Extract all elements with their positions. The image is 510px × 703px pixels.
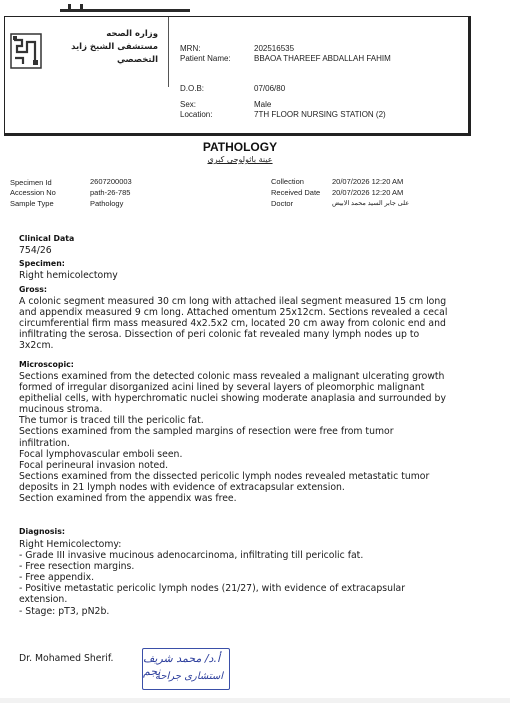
gross-line: infiltrating the serosa. Dissection of peri colonic fat revealed many lymph nodes up to <box>19 329 420 341</box>
diagnosis-heading: Diagnosis: <box>19 527 65 536</box>
gross-line: A colonic segment measured 30 cm long with attached ileal segment measured 15 cm long <box>19 296 447 307</box>
clinical-data-heading: Clinical Data <box>19 234 75 243</box>
accession-value: path-26-785 <box>90 188 131 197</box>
microscopic-line: The tumor is traced till the pericolic fat. <box>19 415 204 427</box>
specimen-value: Right hemicolectomy <box>19 270 118 281</box>
microscopic-line: Focal perineural invasion noted. <box>19 459 169 471</box>
sex-label: Sex: <box>180 100 197 109</box>
patient-name-value: BBAOA THAREEF ABDALLAH FAHIM <box>254 54 391 63</box>
diagnosis-line: Right Hemicolectomy: <box>19 539 122 550</box>
hospital-logo-icon <box>9 30 43 70</box>
microscopic-heading: Microscopic: <box>19 360 74 369</box>
specimen-heading: Specimen: <box>19 259 65 268</box>
sex-value: Male <box>254 100 272 109</box>
doctor-stamp <box>142 648 230 690</box>
report-title: PATHOLOGY <box>202 140 278 154</box>
specimen-id-label: Specimen Id <box>10 178 52 187</box>
doctor-label: Doctor <box>271 199 294 208</box>
diagnosis-line: - Grade III invasive mucinous adenocarcinoma, infiltrating till pericolic fat. <box>19 550 364 562</box>
doctor-value: على جابر السيد محمد الابيض <box>332 200 410 207</box>
diagnosis-line: - Positive metastatic pericolic lymph nodes (21/27), with evidence of extracapsular <box>19 583 406 595</box>
stamp-title: استشارى جراحة <box>155 671 223 682</box>
dob-label: D.O.B: <box>180 84 205 93</box>
sample-type-value: Pathology <box>90 199 124 208</box>
gross-line: and appendix measured 9 cm long. Attached omentum 25x12cm. Sections revealed a cecal <box>19 307 448 319</box>
location-label: Location: <box>180 110 213 119</box>
stamp-name: أ.د/ محمد شريف نجم <box>143 652 221 678</box>
diagnosis-line: extension. <box>19 594 68 606</box>
location-value: 7TH FLOOR NURSING STATION (2) <box>254 110 386 119</box>
microscopic-line: epithelial cells, with hyperchromatic nuclei showing moderate anaplasia and surrounded by <box>19 393 446 405</box>
microscopic-line: deposits in 21 lymph nodes with evidence of extracapsular extension. <box>19 481 345 493</box>
diagnosis-line: - Stage: pT3, pN2b. <box>19 605 110 617</box>
microscopic-line: infiltration. <box>19 437 70 449</box>
header-divider <box>168 17 169 87</box>
diagnosis-text <box>19 539 469 617</box>
microscopic-line: mucinous stroma. <box>19 404 103 416</box>
collection-label: Collection <box>271 177 304 186</box>
top-edge-mark <box>60 0 190 12</box>
collection-value: 20/07/2026 12:20 AM <box>332 177 404 186</box>
hospital-ar: مستشفى الشيخ زايد التخصصي <box>71 42 158 65</box>
dob-value: 07/06/80 <box>254 84 286 93</box>
page-bottom-edge <box>0 698 510 703</box>
diagnosis-line: - Free appendix. <box>19 572 95 584</box>
received-date-label: Received Date <box>271 188 321 197</box>
gross-text <box>19 296 469 351</box>
ministry-ar: وزاره الصحه <box>106 29 158 39</box>
sample-type-label: Sample Type <box>10 199 54 208</box>
microscopic-line: Sections examined from the dissected pericolic lymph nodes revealed metastatic tumor <box>19 470 430 482</box>
specimen-id-value: 2607200003 <box>90 177 132 186</box>
diagnosis-line: - Free resection margins. <box>19 561 135 573</box>
microscopic-line: Section examined from the appendix was free. <box>19 493 237 505</box>
gross-line: circumferential firm mass measured 4x2.5x2 cm, located 20 cm away from colonic end and <box>19 318 446 330</box>
microscopic-text <box>19 371 469 504</box>
clinical-data-value: 754/26 <box>19 245 52 256</box>
accession-label: Accession No <box>10 188 56 197</box>
report-title-ar: عينة باثولوجى كبرى <box>207 155 273 164</box>
received-date-value: 20/07/2026 12:20 AM <box>332 188 404 197</box>
mrn-label: MRN: <box>180 44 201 53</box>
patient-name-label: Patient Name: <box>180 54 231 63</box>
microscopic-line: Sections examined from the detected colonic mass revealed a malignant ulcerating growth <box>19 371 445 382</box>
microscopic-line: formed of irregular disorganized acini lined by several layers of pleomorphic malignant <box>19 382 425 394</box>
ministry-name <box>48 28 158 67</box>
microscopic-line: Focal lymphovascular emboli seen. <box>19 448 183 460</box>
gross-heading: Gross: <box>19 285 48 294</box>
microscopic-line: Sections examined from the sampled margins of resection were free from tumor <box>19 426 394 438</box>
gross-line: 3x2cm. <box>19 340 54 352</box>
signing-doctor: Dr. Mohamed Sherif. <box>19 653 114 664</box>
mrn-value: 202516535 <box>254 44 295 53</box>
